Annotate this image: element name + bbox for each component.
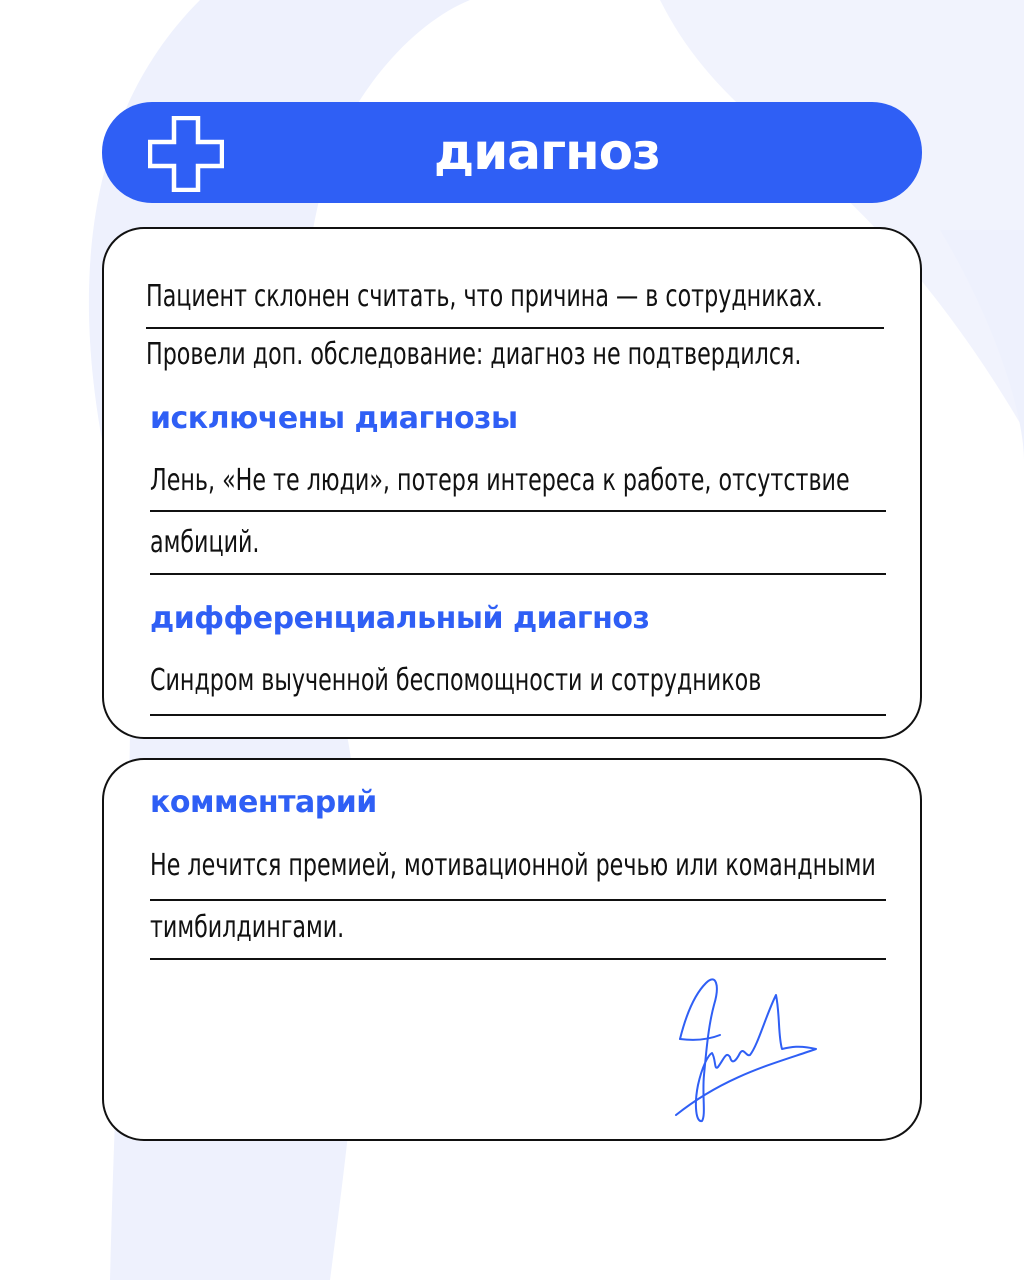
comment-line-1: Не лечится премией, мотивационной речью или командными [150, 848, 876, 883]
header-banner [102, 102, 922, 203]
writing-rule [150, 573, 886, 575]
excluded-diagnoses-label: исключены диагнозы [150, 401, 518, 436]
writing-rule [146, 327, 884, 329]
writing-rule [150, 958, 886, 960]
excluded-diagnoses-line-2: амбиций. [150, 525, 260, 560]
signature-icon [666, 975, 826, 1125]
page-title: диагноз [433, 123, 661, 181]
writing-rule [150, 510, 886, 512]
comment-line-2: тимбилдингами. [150, 910, 345, 945]
writing-rule [150, 714, 886, 716]
differential-diagnosis-label: дифференциальный диагноз [150, 601, 650, 636]
differential-diagnosis-line-1: Синдром выученной беспомощности и сотрудников [150, 663, 762, 698]
excluded-diagnoses-line-1: Лень, «Не те люди», потеря интереса к работе, отсутствие [150, 463, 850, 498]
comment-label: комментарий [150, 785, 377, 820]
diagnosis-line-2: Провели доп. обследование: диагноз не подтвердился. [146, 337, 802, 372]
diagnosis-card [102, 227, 922, 739]
writing-rule [150, 899, 886, 901]
diagnosis-line-1: Пациент склонен считать, что причина — в сотрудниках. [146, 279, 823, 314]
